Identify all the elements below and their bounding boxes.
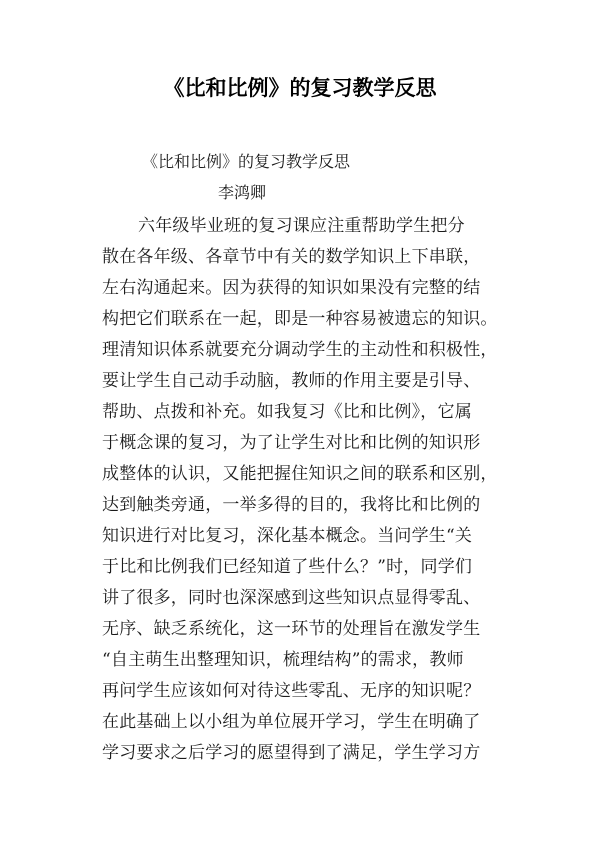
- body-line: 于比和比例我们已经知道了些什么？”时，同学们: [102, 557, 473, 577]
- body-line: 学习要求之后学习的愿望得到了满足，学生学习方: [102, 743, 481, 763]
- body-line: 帮助、点拨和补充。如我复习《比和比例》，它属: [102, 402, 472, 422]
- body-line: 成整体的认识，又能把握住知识之间的联系和区别，: [102, 464, 498, 484]
- body-line: 达到触类旁通，一举多得的目的，我将比和比例的: [102, 495, 481, 515]
- body-line: 六年级毕业班的复习课应注重帮助学生把分: [138, 216, 465, 236]
- body-line: 要让学生自己动手动脑，教师的作用主要是引导、: [102, 371, 481, 391]
- body-line: 理清知识体系就要充分调动学生的主动性和积极性，: [102, 340, 498, 360]
- body-line: 于概念课的复习，为了让学生对比和比例的知识形: [102, 433, 481, 453]
- article-subtitle: 《比和比例》的复习教学反思: [142, 152, 351, 171]
- body-line: 知识进行对比复习，深化基本概念。当问学生“关: [102, 526, 473, 546]
- body-line: 无序、缺乏系统化，这一环节的处理旨在激发学生: [102, 619, 481, 639]
- body-line: 再问学生应该如何对待这些零乱、无序的知识呢？: [102, 681, 481, 701]
- body-line: 散在各年级、各章节中有关的数学知识上下串联，: [102, 247, 481, 267]
- body-line: “自主萌生出整理知识，梳理结构”的需求，教师: [102, 650, 464, 670]
- body-line: 构把它们联系在一起，即是一种容易被遗忘的知识。: [102, 309, 498, 329]
- body-line: 在此基础上以小组为单位展开学习，学生在明确了: [102, 712, 481, 732]
- page-title: 《比和比例》的复习教学反思: [163, 76, 437, 100]
- author-name: 李鸿卿: [218, 183, 267, 202]
- body-line: 讲了很多，同时也深深感到这些知识点显得零乱、: [102, 588, 481, 608]
- body-line: 左右沟通起来。因为获得的知识如果没有完整的结: [102, 278, 481, 298]
